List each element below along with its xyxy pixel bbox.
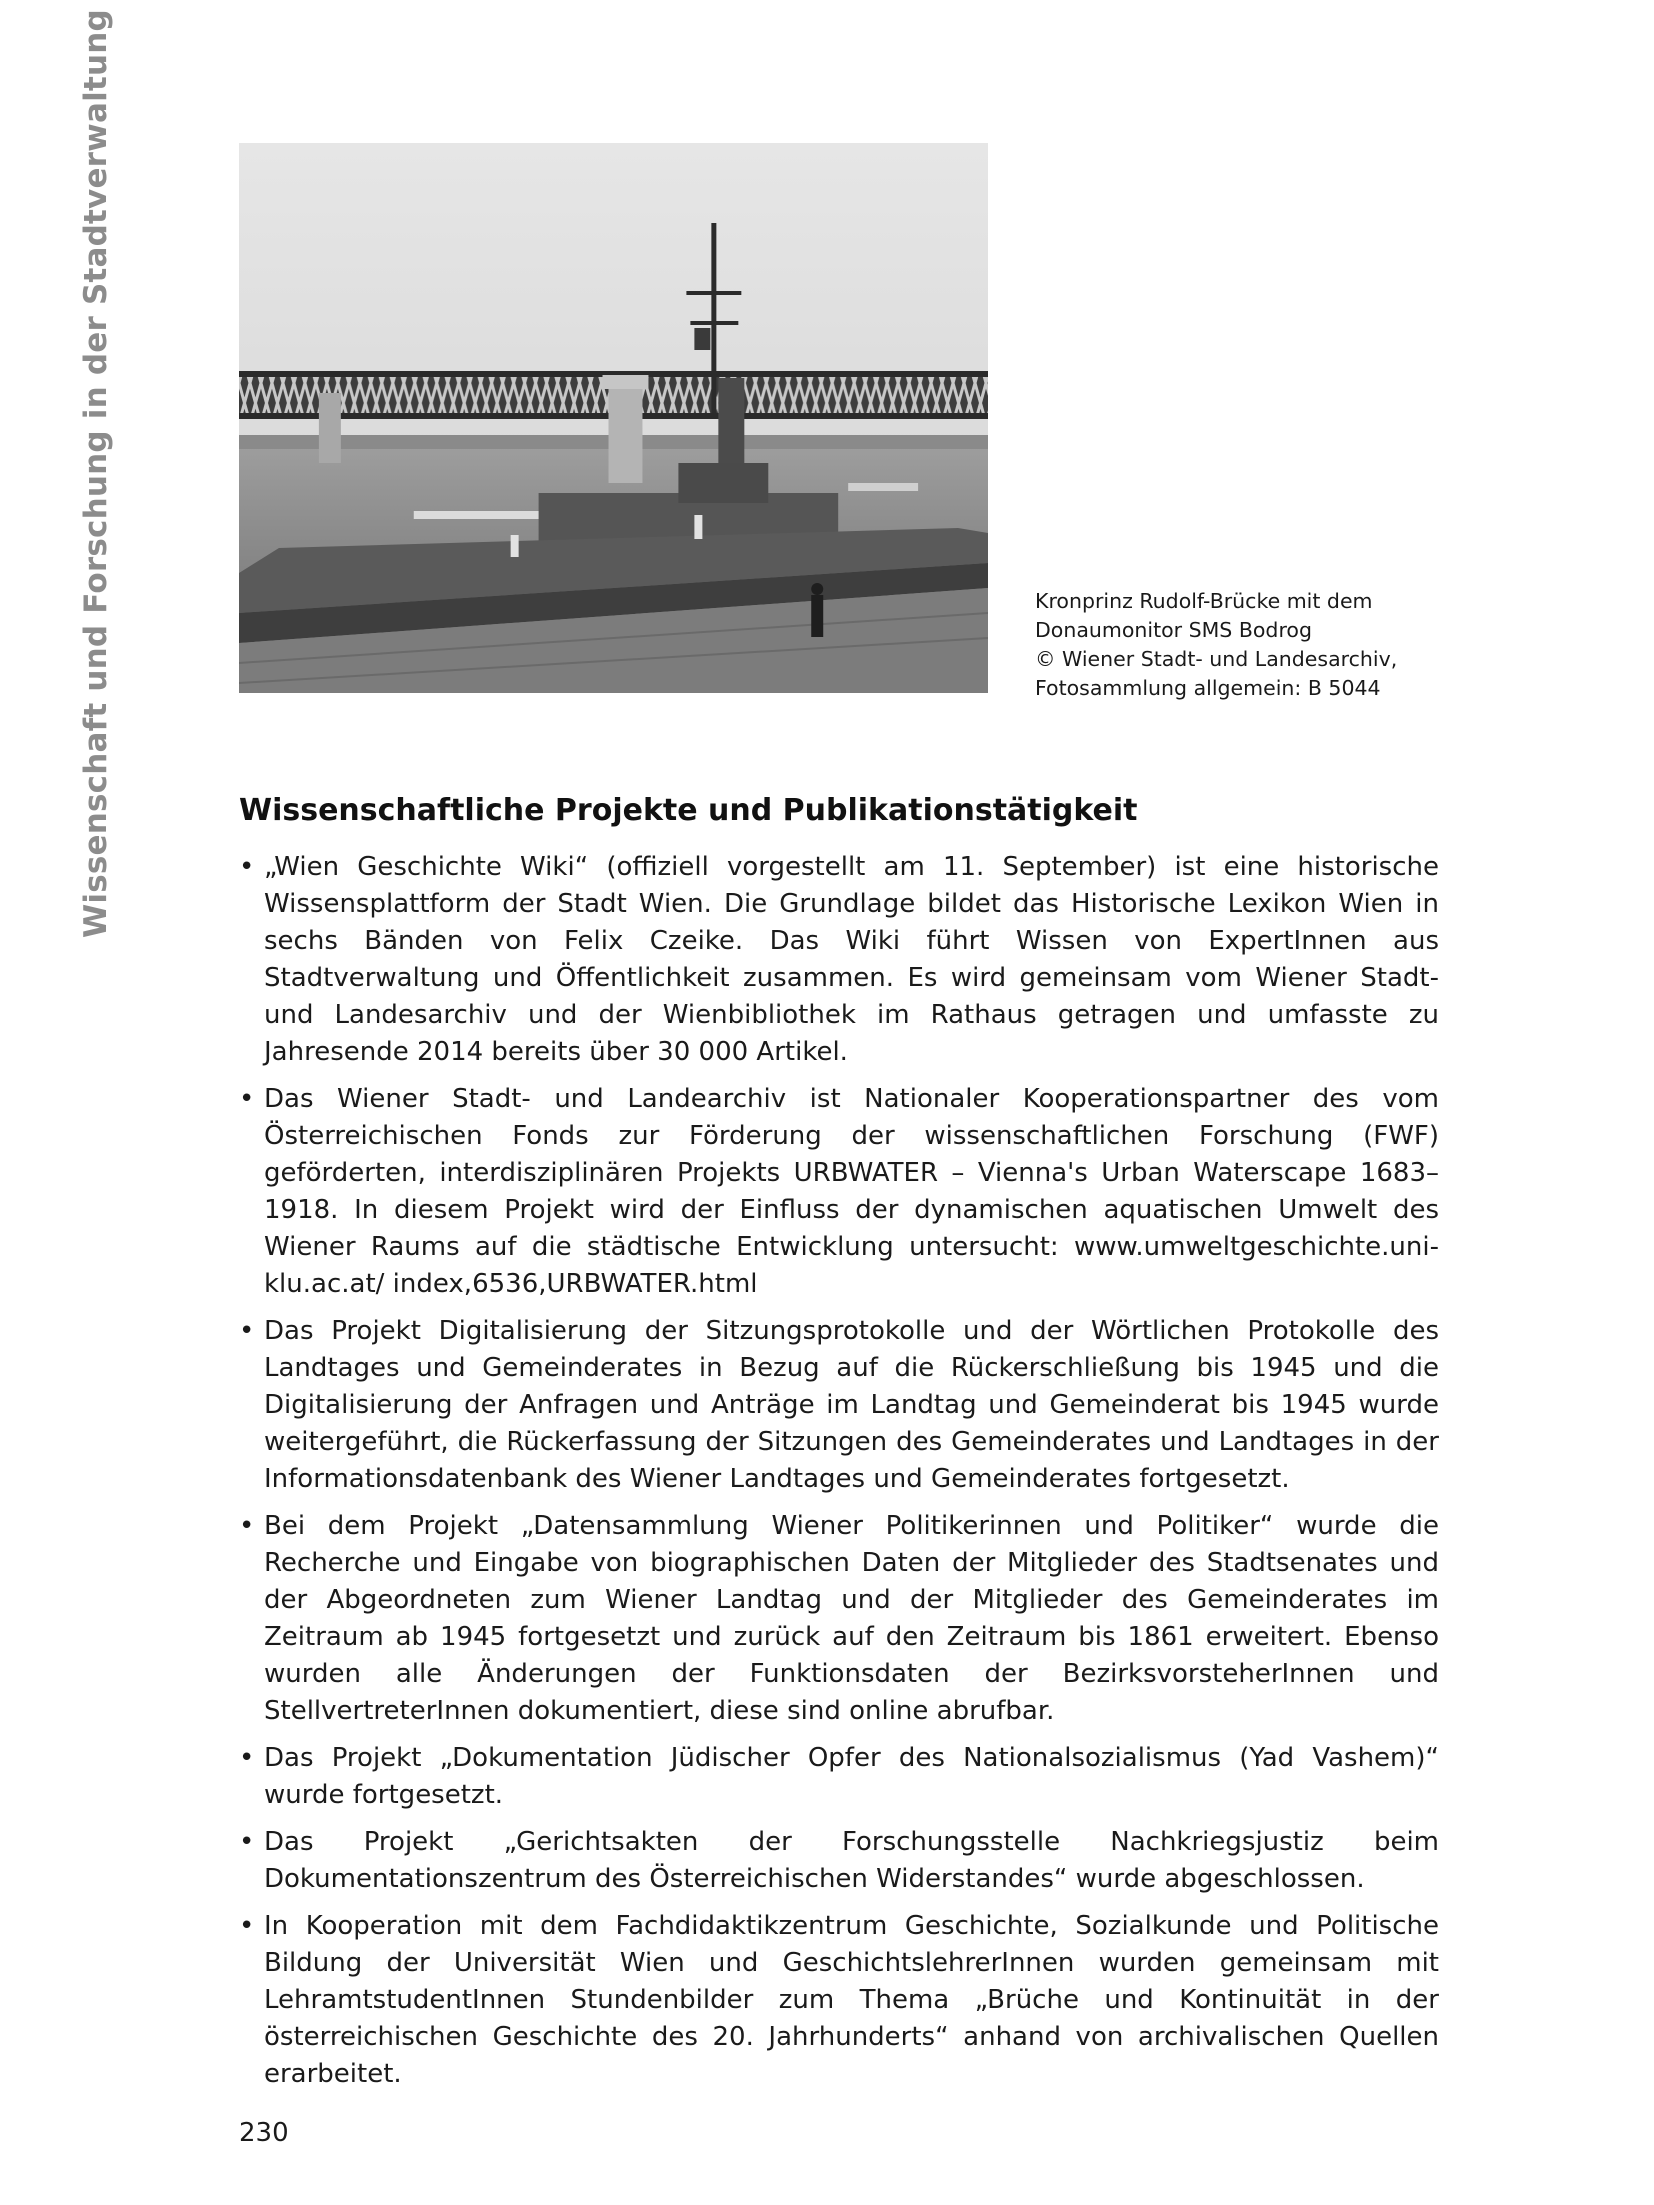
list-item (239, 1313, 1439, 1498)
list-item-text: Bei dem Projekt „Datensammlung Wiener Politikerinnen und Politiker“ wurde die Recherche und Eingabe von biographischen Daten der Mitglieder des Stadtsenates und der Abgeordneten zum Wiener Landtag und der Mitglieder des Gemeinderates im Zeitraum ab 1945 fortgesetzt und zurück auf den Zeitraum bis 1861 erweitert. Ebenso wurden alle Änderungen der Funktionsdaten der BezirksvorsteherInnen und StellvertreterInnen dokumentiert, diese sind online abrufbar. (264, 1511, 1439, 1726)
list-item (239, 1740, 1439, 1814)
bullet-marker: • (239, 1827, 255, 1857)
section-heading: Wissenschaftliche Projekte und Publikationstätigkeit (239, 792, 1138, 828)
caption-line-collection: Fotosammlung allgemein: B 5044 (1035, 676, 1381, 700)
list-item (239, 1081, 1439, 1303)
list-item-text: In Kooperation mit dem Fachdidaktikzentrum Geschichte, Sozialkunde und Politische Bildung der Universität Wien und GeschichtslehrerInnen wurden gemeinsam mit LehramtstudentInnen Stundenbilder zum Thema „Brüche und Kontinuität in der österreichischen Geschichte des 20. Jahrhunderts“ anhand von archivalischen Quellen erarbeitet. (264, 1911, 1439, 2089)
caption-line-subject: Donaumonitor SMS Bodrog (1035, 618, 1312, 642)
bullet-marker: • (239, 1084, 255, 1114)
side-title: Wissenschaft und Forschung in der Stadtverwaltung (78, 9, 114, 938)
page-number: 230 (239, 2118, 289, 2148)
bullet-marker: • (239, 1743, 255, 1773)
bullet-marker: • (239, 1316, 255, 1346)
historical-photo (239, 143, 988, 693)
list-item (239, 1824, 1439, 1898)
list-item (239, 1508, 1439, 1730)
bullet-marker: • (239, 852, 255, 882)
list-item-text: Das Projekt „Gerichtsakten der Forschungsstelle Nachkriegsjustiz beim Dokumentationszentrum des Österreichischen Widerstandes“ wurde abgeschlossen. (264, 1827, 1439, 1894)
list-item (239, 849, 1439, 1071)
photo-caption (1035, 587, 1475, 703)
list-item-text: „Wien Geschichte Wiki“ (offiziell vorgestellt am 11. September) ist eine historische Wissensplattform der Stadt Wien. Die Grundlage bildet das Historische Lexikon Wien in sechs Bänden von Felix Czeike. Das Wiki führt Wissen von ExpertInnen aus Stadtverwaltung und Öffentlichkeit zusammen. Es wird gemeinsam vom Wiener Stadt- und Landesarchiv und der Wienbibliothek im Rathaus getragen und umfasste zu Jahresende 2014 bereits über 30 000 Artikel. (264, 852, 1439, 1067)
caption-line-credit: © Wiener Stadt- und Landesarchiv, (1035, 647, 1398, 671)
bullet-marker: • (239, 1511, 255, 1541)
caption-line-title: Kronprinz Rudolf-Brücke mit dem (1035, 589, 1373, 613)
photo-illustration (239, 143, 988, 693)
bullet-marker: • (239, 1911, 255, 1941)
list-item-text: Das Projekt „Dokumentation Jüdischer Opfer des Nationalsozialismus (Yad Vashem)“ wurde fortgesetzt. (264, 1743, 1439, 1810)
list-item-text: Das Projekt Digitalisierung der Sitzungsprotokolle und der Wörtlichen Protokolle des Landtages und Gemeinderates in Bezug auf die Rückerschließung bis 1945 und die Digitalisierung der Anfragen und Anträge im Landtag und Gemeinderat bis 1945 wurde weitergeführt, die Rückerfassung der Sitzungen des Gemeinderates und Landtages in der Informationsdatenbank des Wiener Landtages und Gemeinderates fortgesetzt. (264, 1316, 1439, 1494)
list-item-text: Das Wiener Stadt- und Landearchiv ist Nationaler Kooperationspartner des vom Österreichischen Fonds zur Förderung der wissenschaftlichen Forschung (FWF) geförderten, interdisziplinären Projekts URBWATER – Vienna's Urban Waterscape 1683–1918. In diesem Projekt wird der Einfluss der dynamischen aquatischen Umwelt des Wiener Raums auf die städtische Entwicklung untersucht: www.umweltgeschichte.uni-klu.ac.at/ index,6536,URBWATER.html (264, 1084, 1439, 1299)
project-list (239, 849, 1439, 2103)
list-item (239, 1908, 1439, 2093)
